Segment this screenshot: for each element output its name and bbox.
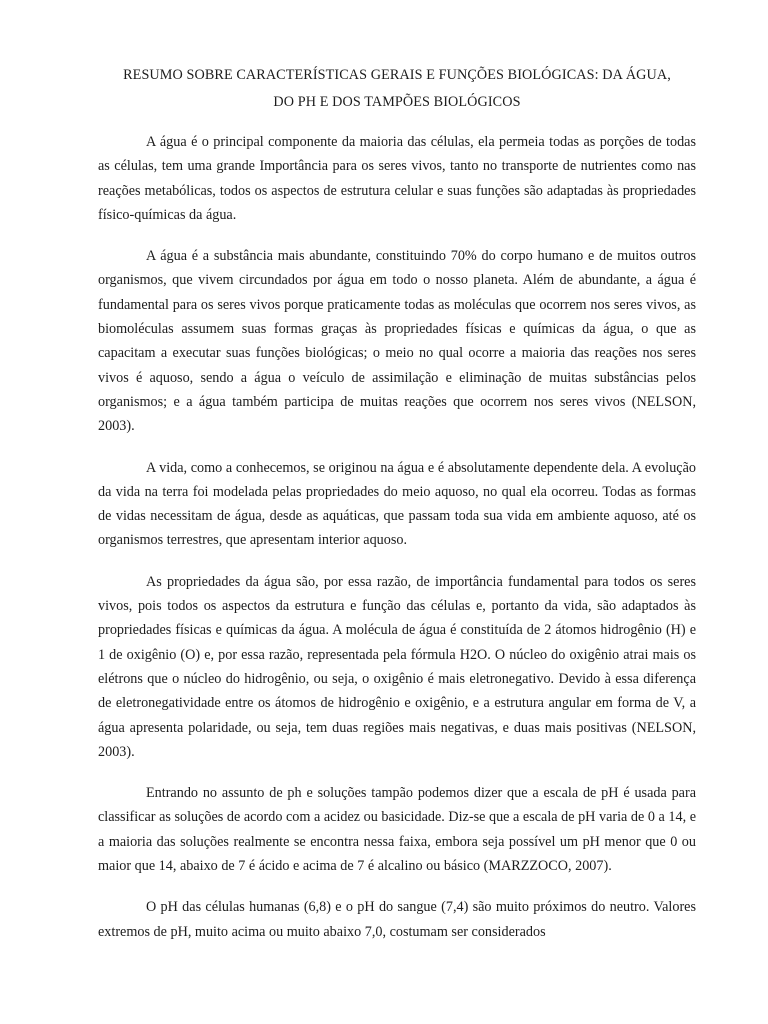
document-title: [98, 62, 696, 116]
title-line-2: DO PH E DOS TAMPÕES BIOLÓGICOS: [273, 94, 521, 110]
paragraph-3: A vida, como a conhecemos, se originou na água e é absolutamente dependente dela. A evolução da vida na terra foi modelada pelas propriedades do meio aquoso, no qual ela ocorreu. Todas as formas de vidas necessitam de água, desde as aquáticas, que passam toda sua vida em ambiente aquoso, até os organismos terrestres, que apresentam interior aquoso.: [98, 459, 696, 549]
paragraph-2: A água é a substância mais abundante, constituindo 70% do corpo humano e de muitos outros organismos, que vivem circundados por água em todo o nosso planeta. Além de abundante, a água é fundamental para os seres vivos porque praticamente todas as moléculas que ocorrem nos seres vivos, as biomoléculas assumem suas formas graças às propriedades físicas e químicas da água, o que as capacitam a executar suas funções biológicas; o meio no qual ocorre a maioria das reações nos seres vivos é aquoso, sendo a água o veículo de assimilação e eliminação de muitas substâncias pelos organismos; e a água também participa de muitas reações que ocorrem nos seres vivos (NELSON, 2003).: [98, 248, 696, 435]
paragraph-1: A água é o principal componente da maioria das células, ela permeia todas as porções de todas as células, tem uma grande Importância para os seres vivos, tanto no transporte de nutrientes como nas reações metabólicas, todos os aspectos de estrutura celular e suas funções são adaptadas às propriedades físico-químicas da água.: [98, 134, 696, 223]
title-line-1: RESUMO SOBRE CARACTERÍSTICAS GERAIS E FUNÇÕES BIOLÓGICAS: DA ÁGUA,: [123, 67, 671, 83]
paragraph-5: Entrando no assunto de ph e soluções tampão podemos dizer que a escala de pH é usada para classificar as soluções de acordo com a acidez ou basicidade. Diz-se que a escala de pH varia de 0 a 14, e a maioria das soluções realmente se encontra nessa faixa, embora seja possível um pH menor que 0 ou maior que 14, abaixo de 7 é ácido e acima de 7 é alcalino ou básico (MARZZOCO, 2007).: [98, 785, 696, 875]
paragraph-4: As propriedades da água são, por essa razão, de importância fundamental para todos os seres vivos, pois todos os aspectos da estrutura e função das células e, portanto da vida, são adaptados às propriedades físicas e químicas da água. A molécula de água é constituída de 2 átomos hidrogênio (H) e 1 de oxigênio (O) e, por essa razão, representada pela fórmula H2O. O núcleo do oxigênio atrai mais os elétrons que o núcleo do hidrogênio, ou seja, o oxigênio é mais eletronegativo. Devido à essa diferença de eletronegatividade entre os átomos de hidrogênio e oxigênio, e a estrutura angular em forma de V, a água apresenta polaridade, ou seja, tem duas regiões mais negativas, e duas mais positivas (NELSON, 2003).: [98, 573, 696, 760]
paragraph-6: O pH das células humanas (6,8) e o pH do sangue (7,4) são muito próximos do neutro. Valores extremos de pH, muito acima ou muito abaixo 7,0, costumam ser considerados: [98, 899, 696, 940]
